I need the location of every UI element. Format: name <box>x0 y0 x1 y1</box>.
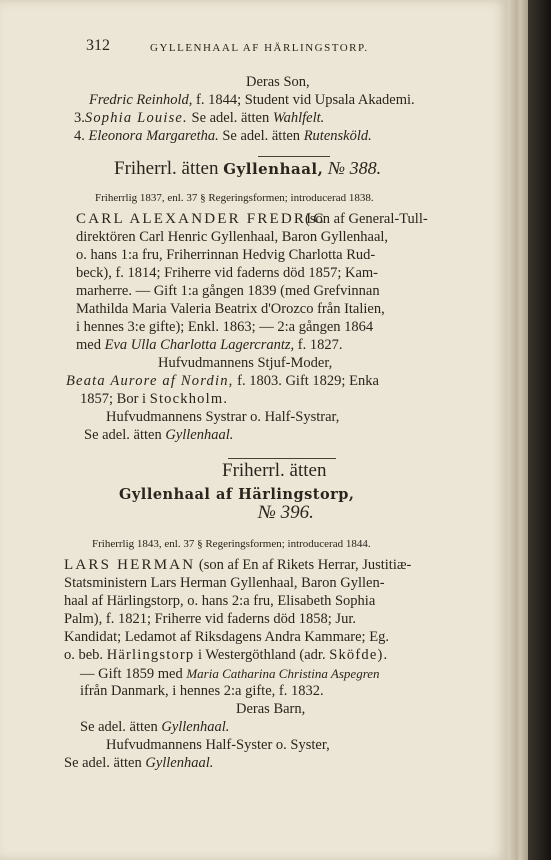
person-name: Beata Aurore af Nordin, <box>66 373 234 389</box>
text-line: beck), f. 1814; Friherre vid faderns död 1857; Kam- <box>76 265 379 281</box>
running-head: GYLLENHAAL AF HÄRLINGSTORP. <box>150 42 369 54</box>
text-span: 1857; Bor i <box>80 391 147 407</box>
text-line <box>84 427 233 444</box>
number-heading-text: № 396. <box>258 502 314 523</box>
text-span: Se adel. ätten <box>191 110 270 126</box>
text-span: f. 1827. <box>297 337 343 353</box>
text-line: (son af General-Tull- <box>305 211 428 227</box>
place-name: Stockholm. <box>149 391 229 407</box>
text-line <box>76 337 343 354</box>
text-span: Se adel. ätten <box>222 128 301 144</box>
text-line: direktören Carl Henric Gyllenhaal, Baron Gyllenhaal, <box>76 229 389 245</box>
number-heading <box>258 504 314 521</box>
text-line: Hufvudmannens Systrar o. Half-Systrar, <box>106 409 340 425</box>
divider <box>258 156 330 157</box>
text-line <box>64 647 388 664</box>
family-name: Rutensköld. <box>303 128 372 144</box>
person-name-caps: LARS HERMAN <box>64 557 196 573</box>
text-line <box>80 391 228 408</box>
text-span: (son af En af Rikets Herrar, Justitiæ- <box>198 557 412 573</box>
person-name: Eleonora Margaretha. <box>88 128 219 144</box>
page-number: 312 <box>86 37 110 54</box>
text-line: Kandidat; Ledamot af Riksdagens Andra Kammare; Eg. <box>64 629 389 645</box>
family-name: Gyllenhaal. <box>161 719 230 735</box>
person-name: Sophia Louise. <box>84 110 188 126</box>
item-number: 3. <box>74 110 85 126</box>
text-span: Se adel. ätten <box>84 427 162 443</box>
text-line: Statsministern Lars Herman Gyllenhaal, Baron Gyllen- <box>64 575 385 591</box>
text-line: Mathilda Maria Valeria Beatrix d'Orozco från Italien, <box>76 301 385 317</box>
text-span: Se adel. ätten <box>64 755 142 771</box>
text-line: Deras Son, <box>246 74 310 90</box>
family-name: Wahlfelt. <box>272 110 325 126</box>
page-edge <box>508 0 528 860</box>
text-line: Hufvudmannens Half-Syster o. Syster, <box>106 737 330 753</box>
section-heading <box>114 160 381 178</box>
item-number: 4. <box>74 128 85 144</box>
family-name: Gyllenhaal. <box>165 427 234 443</box>
text-line: i hennes 3:e gifte); Enkl. 1863; — 2:a gången 1864 <box>76 319 374 335</box>
heading-text: Friherrl. ätten <box>114 158 219 179</box>
number-heading: № 388. <box>328 158 382 178</box>
text-line: Deras Barn, <box>236 701 306 717</box>
text-line <box>66 373 379 390</box>
person-name: Eva Ulla Charlotta Lagercrantz, <box>104 337 295 353</box>
book-gutter <box>528 0 551 860</box>
person-name: Fredric Reinhold, <box>89 92 193 108</box>
text-line: marherre. — Gift 1:a gången 1839 (med Grefvinnan <box>76 283 380 299</box>
text-line: haal af Härlingstorp, o. hans 2:a fru, Elisabeth Sophia <box>64 593 376 609</box>
text-line <box>89 92 415 109</box>
intro-line: Friherrlig 1837, enl. 37 § Regeringsformen; introducerad 1838. <box>95 192 374 204</box>
text-line: o. hans 1:a fru, Friherrinnan Hedvig Charlotta Rud- <box>76 247 376 263</box>
text-line <box>74 110 324 127</box>
family-heading: Gyllenhaal, <box>223 160 324 178</box>
person-name: Maria Catharina Christina Aspegren <box>186 666 380 681</box>
person-name-caps: CARL ALEXANDER FREDRIC <box>76 211 326 227</box>
text-line: Palm), f. 1821; Friherre vid faderns död 1858; Jur. <box>64 611 356 627</box>
intro-line: Friherrlig 1843, enl. 37 § Regeringsformen; introducerad 1844. <box>92 538 371 550</box>
text-line <box>64 557 411 574</box>
text-line <box>80 665 380 683</box>
family-heading: Gyllenhaal af Härlingstorp, <box>119 486 355 503</box>
text-line <box>80 719 229 736</box>
divider <box>228 458 336 459</box>
text-line: Hufvudmannens Stjuf-Moder, <box>158 355 333 371</box>
text-span: i Westergöthland (adr. <box>198 647 326 663</box>
text-span: med <box>76 337 101 353</box>
text-line <box>64 755 213 772</box>
place-name: Sköfde). <box>329 647 389 663</box>
family-name: Gyllenhaal. <box>145 755 214 771</box>
place-name: Härlingstorp <box>106 647 195 663</box>
section-heading: Friherrl. ätten <box>222 460 327 481</box>
text-line: ifrån Danmark, i hennes 2:a gifte, f. 1832. <box>80 683 324 699</box>
text-span: o. beb. <box>64 647 104 663</box>
text-line <box>74 128 372 145</box>
text-span: f. 1803. Gift 1829; Enka <box>237 373 379 389</box>
text-span: — Gift 1859 med <box>80 666 183 682</box>
text-span: Se adel. ätten <box>80 719 158 735</box>
text-span: f. 1844; Student vid Upsala Akademi. <box>195 92 415 108</box>
